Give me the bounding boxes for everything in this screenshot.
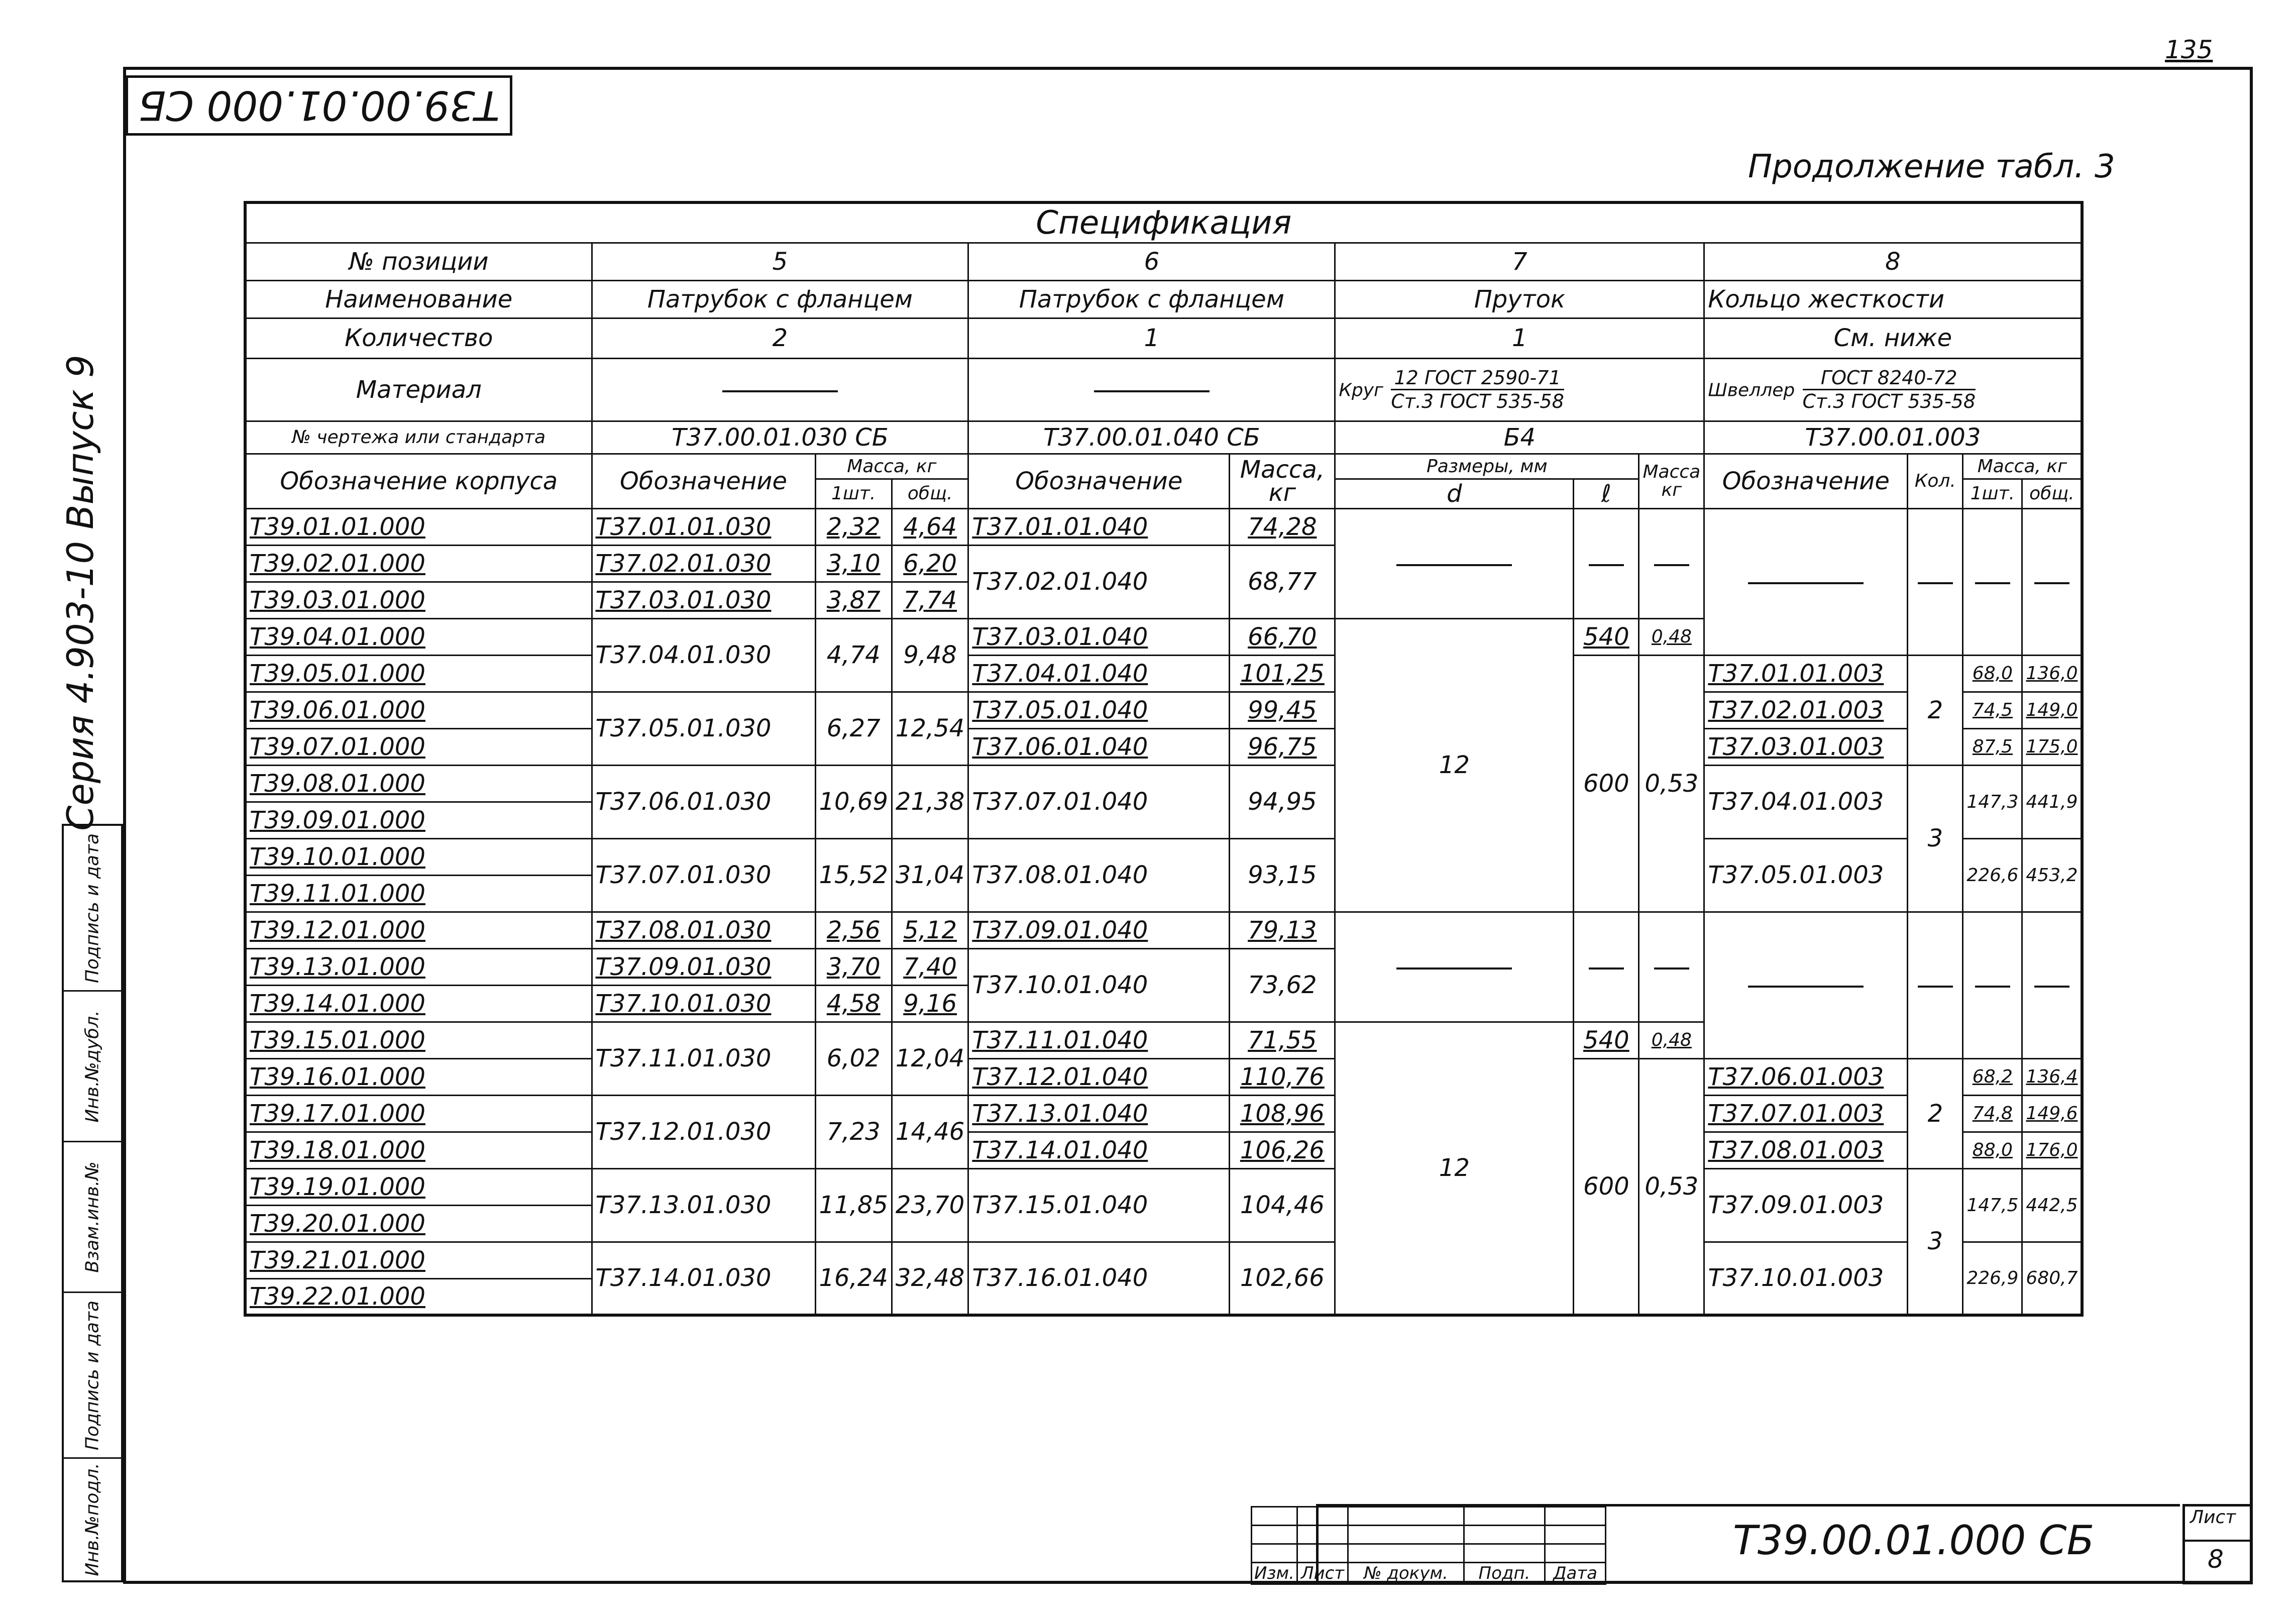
margin-label-sign-date-2: Подпись и дата: [82, 833, 103, 983]
p6-mass: 104,46: [1230, 1168, 1335, 1242]
p8-mass-one: 68,2: [1963, 1058, 2022, 1095]
p6-oboz: Т37.13.01.040: [968, 1095, 1230, 1132]
p7-mass: [1639, 508, 1704, 618]
p5-oboz: Т37.05.01.030: [592, 692, 815, 765]
p5-oboz: Т37.07.01.030: [592, 838, 815, 912]
empty-dash: [1975, 582, 2010, 584]
title-block-sheet-label: Лист: [2190, 1507, 2236, 1528]
p5-mass-total: 9,16: [892, 985, 968, 1022]
p8-mass-total: 175,0: [2022, 728, 2083, 765]
title-block-sheet-number: 8: [2208, 1545, 2224, 1574]
p8-mass-one: [1963, 508, 2022, 655]
p5-mass-total: 31,04: [892, 838, 968, 912]
table-row: [245, 1095, 2082, 1132]
material-7-num: 12 ГОСТ 2590-71: [1391, 367, 1564, 390]
margin-label-inv-orig: Инв.№подл.: [82, 1463, 103, 1576]
header-d-7: d: [1335, 479, 1574, 508]
name-5: Патрубок с фланцем: [592, 280, 968, 318]
table-continuation-label: Продолжение табл. 3: [1748, 148, 2115, 185]
p6-mass: 101,25: [1230, 655, 1335, 692]
table-row: [245, 765, 2082, 802]
body-code: Т39.02.01.000: [245, 545, 592, 582]
p7-l: 540: [1574, 618, 1639, 655]
table-row: [245, 1132, 2082, 1168]
body-code: Т39.05.01.000: [245, 655, 592, 692]
quantity-6: 1: [968, 318, 1335, 358]
material-6-dash: [1094, 390, 1210, 392]
label-material: Материал: [245, 358, 592, 421]
specification-table: [244, 201, 2084, 1317]
p6-mass: 106,26: [1230, 1132, 1335, 1168]
p8-qty: 2: [1908, 1058, 1963, 1168]
p5-oboz: Т37.12.01.030: [592, 1095, 815, 1168]
p6-mass: 93,15: [1230, 838, 1335, 912]
p5-mass-total: 7,40: [892, 948, 968, 985]
p5-mass-one: 6,02: [815, 1022, 892, 1095]
p6-oboz: Т37.12.01.040: [968, 1058, 1230, 1095]
p6-mass: 96,75: [1230, 728, 1335, 765]
p8-oboz: Т37.09.01.003: [1704, 1168, 1908, 1242]
p6-oboz: Т37.02.01.040: [968, 545, 1230, 618]
margin-strip: [62, 824, 123, 1582]
p5-oboz: Т37.09.01.030: [592, 948, 815, 985]
p7-mass: 0,48: [1639, 1022, 1704, 1058]
p6-mass: 99,45: [1230, 692, 1335, 728]
tb-col-sign: Подп.: [1464, 1563, 1545, 1584]
table-row: [245, 728, 2082, 765]
p5-oboz: Т37.13.01.030: [592, 1168, 815, 1242]
quantity-8: См. ниже: [1704, 318, 2083, 358]
p7-d: 12: [1335, 618, 1574, 912]
p5-oboz: Т37.04.01.030: [592, 618, 815, 692]
body-code: Т39.14.01.000: [245, 985, 592, 1022]
drawing-row: [245, 421, 2082, 454]
material-5-dash: [722, 390, 838, 392]
p8-mass-total: 442,5: [2022, 1168, 2083, 1242]
p6-oboz: Т37.15.01.040: [968, 1168, 1230, 1242]
table-row: [245, 1058, 2082, 1095]
name-6: Патрубок с фланцем: [968, 280, 1335, 318]
p7-mass: 0,48: [1639, 618, 1704, 655]
material-8-den: Ст.3 ГОСТ 535-58: [1802, 390, 1976, 412]
p5-mass-one: 4,58: [815, 985, 892, 1022]
body-code: Т39.08.01.000: [245, 765, 592, 802]
drawing-5: Т37.00.01.030 СБ: [592, 421, 968, 454]
p5-oboz: Т37.03.01.030: [592, 582, 815, 618]
p7-d: [1335, 912, 1574, 1022]
empty-dash: [1654, 967, 1689, 970]
p8-qty: 2: [1908, 655, 1963, 765]
empty-dash: [1589, 564, 1624, 566]
p6-oboz: Т37.14.01.040: [968, 1132, 1230, 1168]
p5-mass-one: 6,27: [815, 692, 892, 765]
position-6: 6: [968, 243, 1335, 280]
header-massa-6: Масса, кг: [1230, 454, 1335, 508]
tb-col-izm: Изм.: [1252, 1563, 1297, 1584]
margin-label-dup-inv: Инв.№дубл.: [82, 1010, 103, 1123]
material-6: [968, 358, 1335, 421]
p6-mass: 66,70: [1230, 618, 1335, 655]
p5-mass-one: 4,74: [815, 618, 892, 692]
material-7-fraction: [1391, 367, 1564, 412]
p7-mass: 0,53: [1639, 655, 1704, 912]
header-oboz-6: Обозначение: [968, 454, 1230, 508]
p6-oboz: Т37.03.01.040: [968, 618, 1230, 655]
p8-mass-total: 441,9: [2022, 765, 2083, 838]
table-row: [245, 692, 2082, 728]
position-5: 5: [592, 243, 968, 280]
p8-mass-one: 87,5: [1963, 728, 2022, 765]
header-oboz-5: Обозначение: [592, 454, 815, 508]
drawing-8: Т37.00.01.003: [1704, 421, 2083, 454]
p8-mass-one: 147,3: [1963, 765, 2022, 838]
empty-dash: [1396, 967, 1512, 970]
body-code: Т39.07.01.000: [245, 728, 592, 765]
body-code: Т39.16.01.000: [245, 1058, 592, 1095]
p5-oboz: Т37.01.01.030: [592, 508, 815, 545]
p7-d: [1335, 508, 1574, 618]
margin-label-sign-date-1: Подпись и дата: [82, 1300, 103, 1450]
body-code: Т39.22.01.000: [245, 1278, 592, 1315]
subheader-row-1: [245, 454, 2082, 479]
p8-oboz: Т37.01.01.003: [1704, 655, 1908, 692]
p5-mass-total: 14,46: [892, 1095, 968, 1168]
margin-cell-inv-orig: [64, 1459, 121, 1580]
p5-mass-one: 3,10: [815, 545, 892, 582]
p8-qty: 3: [1908, 1168, 1963, 1315]
material-7-den: Ст.3 ГОСТ 535-58: [1391, 390, 1564, 412]
p5-mass-one: 16,24: [815, 1242, 892, 1315]
body-code: Т39.06.01.000: [245, 692, 592, 728]
p5-mass-one: 10,69: [815, 765, 892, 838]
name-row: [245, 280, 2082, 318]
label-position: № позиции: [245, 243, 592, 280]
p7-d: 12: [1335, 1022, 1574, 1315]
p7-l: 540: [1574, 1022, 1639, 1058]
quantity-7: 1: [1335, 318, 1704, 358]
p6-oboz: Т37.05.01.040: [968, 692, 1230, 728]
p6-mass: 79,13: [1230, 912, 1335, 948]
material-8-label: Швеллер: [1708, 380, 1795, 401]
margin-cell-replace-inv: [64, 1142, 121, 1293]
header-one-5: 1шт.: [815, 479, 892, 508]
table-row: [245, 1242, 2082, 1278]
p5-mass-total: 4,64: [892, 508, 968, 545]
material-5: [592, 358, 968, 421]
p6-oboz: Т37.06.01.040: [968, 728, 1230, 765]
p5-mass-total: 7,74: [892, 582, 968, 618]
p8-oboz: Т37.07.01.003: [1704, 1095, 1908, 1132]
p8-mass-total: [2022, 912, 2083, 1058]
p6-mass: 102,66: [1230, 1242, 1335, 1315]
name-8: Кольцо жесткости: [1704, 280, 2083, 318]
empty-dash: [2034, 986, 2069, 988]
p8-mass-total: 176,0: [2022, 1132, 2083, 1168]
p6-mass: 108,96: [1230, 1095, 1335, 1132]
p8-mass-one: 68,0: [1963, 655, 2022, 692]
body-code: Т39.15.01.000: [245, 1022, 592, 1058]
label-quantity: Количество: [245, 318, 592, 358]
body-code: Т39.04.01.000: [245, 618, 592, 655]
p5-oboz: Т37.14.01.030: [592, 1242, 815, 1315]
header-sizes-7: Размеры, мм: [1335, 454, 1639, 479]
p8-oboz: Т37.02.01.003: [1704, 692, 1908, 728]
p6-oboz: Т37.04.01.040: [968, 655, 1230, 692]
header-massa-5: Масса, кг: [815, 454, 968, 479]
header-total-5: общ.: [892, 479, 968, 508]
label-name: Наименование: [245, 280, 592, 318]
empty-dash: [1748, 582, 1864, 584]
p5-mass-total: 6,20: [892, 545, 968, 582]
header-massa-8: Масса, кг: [1963, 454, 2083, 479]
tb-col-list: Лист: [1297, 1563, 1348, 1584]
body-code: Т39.17.01.000: [245, 1095, 592, 1132]
p6-mass: 94,95: [1230, 765, 1335, 838]
header-l-7: ℓ: [1574, 479, 1639, 508]
p8-oboz: Т37.08.01.003: [1704, 1132, 1908, 1168]
quantity-row: [245, 318, 2082, 358]
position-7: 7: [1335, 243, 1704, 280]
table-row: [245, 655, 2082, 692]
table-row: [245, 1168, 2082, 1205]
material-7-label: Круг: [1339, 380, 1383, 401]
drawing-6: Т37.00.01.040 СБ: [968, 421, 1335, 454]
header-one-8: 1шт.: [1963, 479, 2022, 508]
margin-cell-dup-inv: [64, 992, 121, 1142]
p6-oboz: Т37.01.01.040: [968, 508, 1230, 545]
material-8-fraction: [1803, 367, 1976, 412]
p5-mass-one: 3,87: [815, 582, 892, 618]
table-row: [245, 508, 2082, 545]
empty-dash: [1654, 564, 1689, 566]
p5-mass-one: 15,52: [815, 838, 892, 912]
p8-mass-one: [1963, 912, 2022, 1058]
p8-mass-total: 136,4: [2022, 1058, 2083, 1095]
p8-oboz: Т37.10.01.003: [1704, 1242, 1908, 1315]
p5-mass-total: 32,48: [892, 1242, 968, 1315]
tb-col-date: Дата: [1545, 1563, 1606, 1584]
empty-dash: [1918, 582, 1953, 584]
p6-oboz: Т37.09.01.040: [968, 912, 1230, 948]
spec-body: [245, 508, 2082, 1315]
p6-mass: 68,77: [1230, 545, 1335, 618]
p8-mass-one: 226,9: [1963, 1242, 2022, 1315]
margin-cell-sign-date-1: [64, 1293, 121, 1459]
body-code: Т39.11.01.000: [245, 875, 592, 912]
p5-mass-total: 12,04: [892, 1022, 968, 1095]
p6-mass: 110,76: [1230, 1058, 1335, 1095]
empty-dash: [2034, 582, 2069, 584]
p8-mass-total: [2022, 508, 2083, 655]
p7-l: 600: [1574, 655, 1639, 912]
header-oboz-8: Обозначение: [1704, 454, 1908, 508]
p8-qty: [1908, 912, 1963, 1058]
tb-col-doc: № докум.: [1348, 1563, 1464, 1584]
quantity-5: 2: [592, 318, 968, 358]
p7-l: [1574, 912, 1639, 1022]
p6-oboz: Т37.16.01.040: [968, 1242, 1230, 1315]
p8-oboz: Т37.04.01.003: [1704, 765, 1908, 838]
empty-dash: [1918, 986, 1953, 988]
body-code: Т39.01.01.000: [245, 508, 592, 545]
p5-mass-total: 23,70: [892, 1168, 968, 1242]
p5-oboz: Т37.06.01.030: [592, 765, 815, 838]
p5-oboz: Т37.08.01.030: [592, 912, 815, 948]
title-block-code: Т39.00.01.000 СБ: [1733, 1517, 2095, 1564]
p5-oboz: Т37.11.01.030: [592, 1022, 815, 1095]
p8-mass-total: 149,6: [2022, 1095, 2083, 1132]
p5-mass-total: 12,54: [892, 692, 968, 765]
p8-mass-total: 680,7: [2022, 1242, 2083, 1315]
p5-oboz: Т37.02.01.030: [592, 545, 815, 582]
header-kol-8: Кол.: [1908, 454, 1963, 508]
label-drawing: № чертежа или стандарта: [245, 421, 592, 454]
empty-dash: [1975, 986, 2010, 988]
p7-l: 600: [1574, 1058, 1639, 1315]
p8-mass-one: 74,5: [1963, 692, 2022, 728]
table-row: [245, 838, 2082, 875]
p8-mass-one: 74,8: [1963, 1095, 2022, 1132]
p7-mass: [1639, 912, 1704, 1022]
series-label: Серия 4.903-10 Выпуск 9: [59, 355, 101, 831]
spec-title-row: [245, 202, 2082, 243]
p8-oboz: [1704, 508, 1908, 655]
p5-mass-total: 21,38: [892, 765, 968, 838]
p8-mass-one: 147,5: [1963, 1168, 2022, 1242]
p8-mass-one: 226,6: [1963, 838, 2022, 912]
p6-oboz: Т37.10.01.040: [968, 948, 1230, 1022]
p8-oboz: Т37.03.01.003: [1704, 728, 1908, 765]
material-8: [1704, 358, 2083, 421]
position-8: 8: [1704, 243, 2083, 280]
p5-oboz: Т37.10.01.030: [592, 985, 815, 1022]
margin-cell-sign-date-2: [64, 826, 121, 992]
p5-mass-one: 11,85: [815, 1168, 892, 1242]
empty-dash: [1589, 967, 1624, 970]
material-7: [1335, 358, 1704, 421]
p5-mass-one: 7,23: [815, 1095, 892, 1168]
body-code: Т39.03.01.000: [245, 582, 592, 618]
p8-oboz: Т37.05.01.003: [1704, 838, 1908, 912]
body-code: Т39.19.01.000: [245, 1168, 592, 1205]
p8-qty: [1908, 508, 1963, 655]
empty-dash: [1396, 564, 1512, 566]
p8-oboz: [1704, 912, 1908, 1058]
body-code: Т39.13.01.000: [245, 948, 592, 985]
p5-mass-one: 3,70: [815, 948, 892, 985]
margin-label-replace-inv: Взам.инв.№: [82, 1161, 103, 1273]
p5-mass-total: 5,12: [892, 912, 968, 948]
body-code: Т39.21.01.000: [245, 1242, 592, 1278]
p8-mass-total: 453,2: [2022, 838, 2083, 912]
body-code: Т39.20.01.000: [245, 1205, 592, 1242]
p5-mass-one: 2,32: [815, 508, 892, 545]
body-code: Т39.10.01.000: [245, 838, 592, 875]
header-total-8: общ.: [2022, 479, 2083, 508]
body-code: Т39.18.01.000: [245, 1132, 592, 1168]
drawing-7: Б4: [1335, 421, 1704, 454]
p6-oboz: Т37.11.01.040: [968, 1022, 1230, 1058]
p7-l: [1574, 508, 1639, 618]
p6-oboz: Т37.07.01.040: [968, 765, 1230, 838]
body-code: Т39.09.01.000: [245, 802, 592, 838]
table-row: [245, 912, 2082, 948]
p8-mass-one: 88,0: [1963, 1132, 2022, 1168]
p6-mass: 73,62: [1230, 948, 1335, 1022]
p5-mass-one: 2,56: [815, 912, 892, 948]
spec-title: Спецификация: [245, 202, 2082, 243]
material-8-num: ГОСТ 8240-72: [1803, 367, 1976, 390]
position-row: [245, 243, 2082, 280]
body-code: Т39.12.01.000: [245, 912, 592, 948]
p8-oboz: Т37.06.01.003: [1704, 1058, 1908, 1095]
header-massa-7: Масса кг: [1639, 454, 1704, 508]
p8-mass-total: 149,0: [2022, 692, 2083, 728]
p8-mass-total: 136,0: [2022, 655, 2083, 692]
title-block-sheet-divider: [2182, 1540, 2253, 1542]
name-7: Пруток: [1335, 280, 1704, 318]
p6-mass: 74,28: [1230, 508, 1335, 545]
page-number-top: 135: [2165, 35, 2213, 64]
top-stamp-code: Т39.00.01.000 СБ: [126, 75, 512, 136]
label-body: Обозначение корпуса: [245, 454, 592, 508]
p8-qty: 3: [1908, 765, 1963, 912]
p5-mass-total: 9,48: [892, 618, 968, 692]
empty-dash: [1748, 986, 1864, 988]
p7-mass: 0,53: [1639, 1058, 1704, 1315]
material-row: [245, 358, 2082, 421]
p6-mass: 71,55: [1230, 1022, 1335, 1058]
p6-oboz: Т37.08.01.040: [968, 838, 1230, 912]
